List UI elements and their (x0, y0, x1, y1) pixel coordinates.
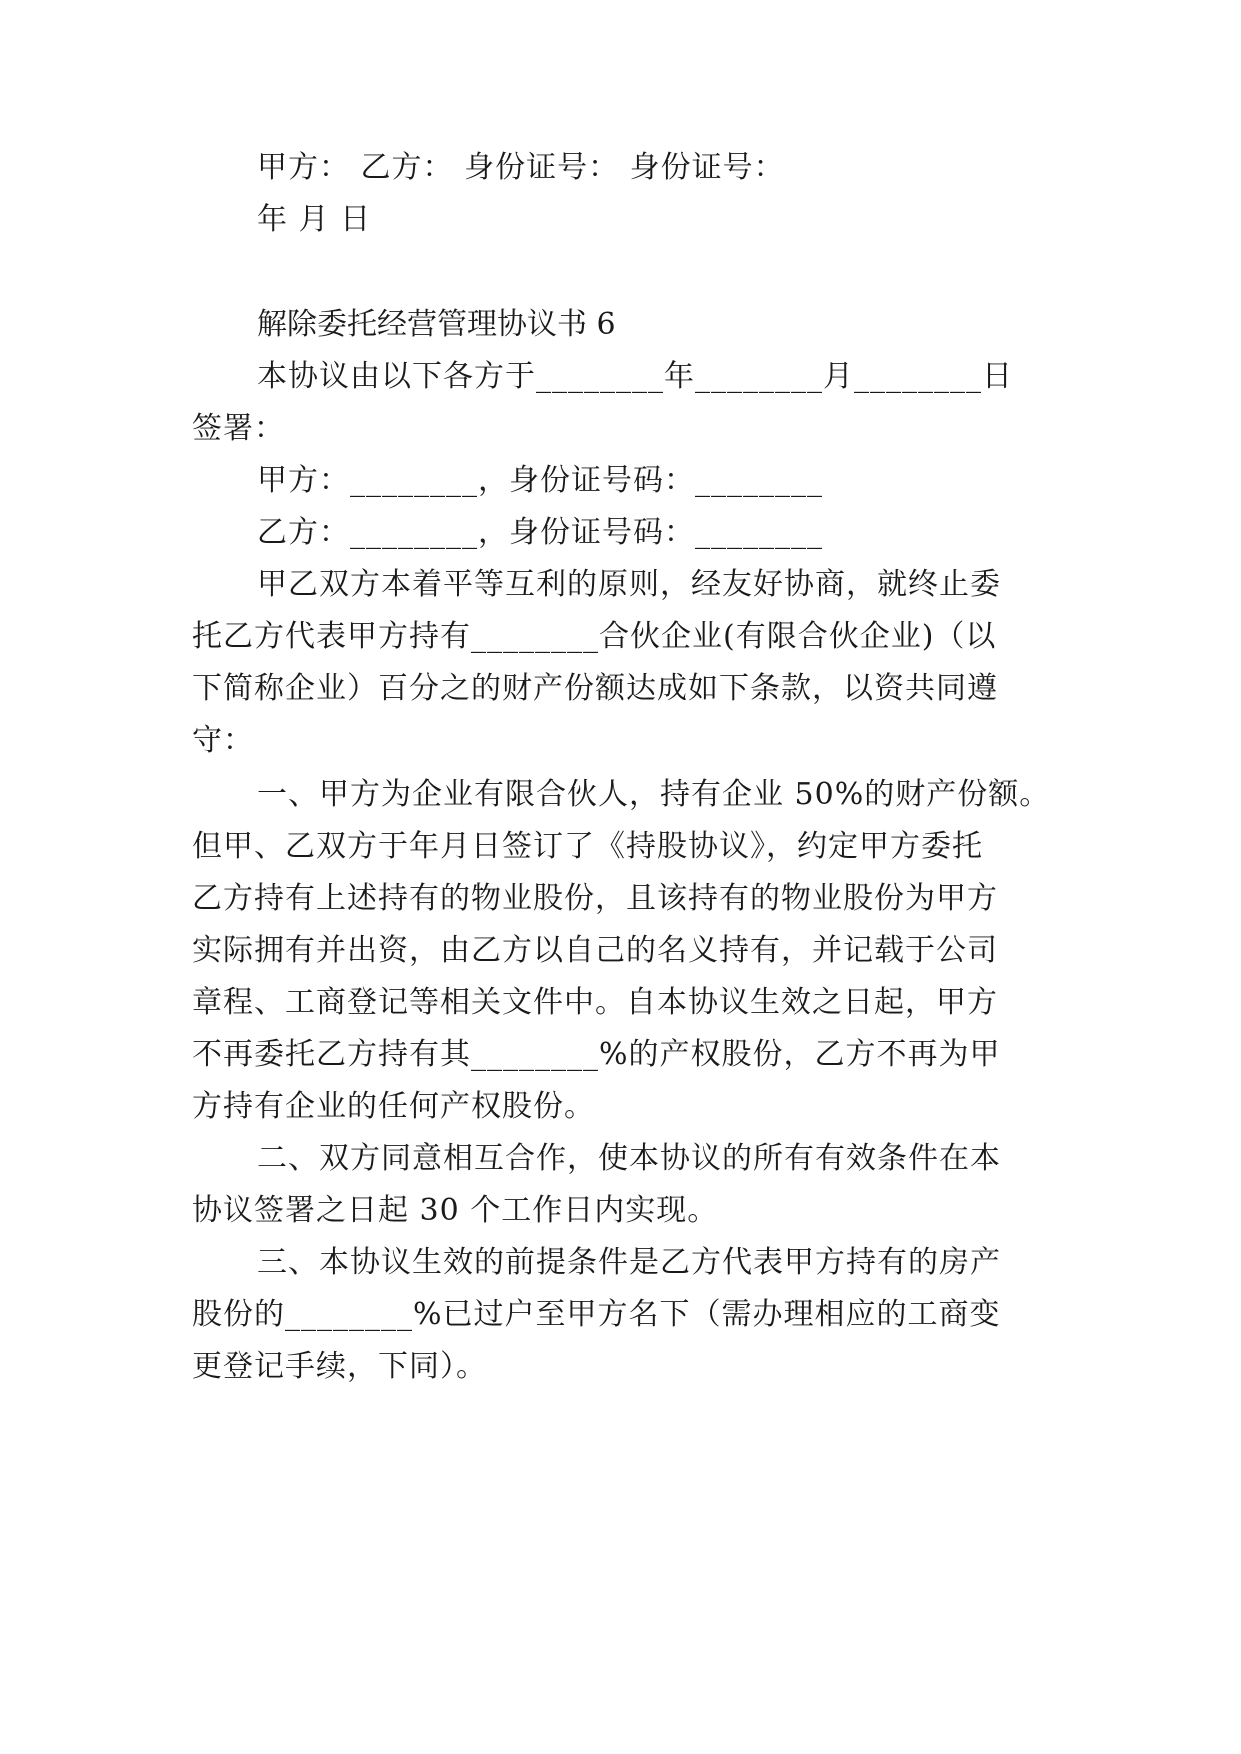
clause-1-line: 不再委托乙方持有其________%的产权股份，乙方不再为甲 (192, 1037, 1001, 1072)
section-title: 解除委托经营管理协议书 6 (257, 307, 616, 342)
party-a-line: 甲方：________，身份证号码：________ (257, 463, 823, 498)
signature-line: 甲方： 乙方： 身份证号： 身份证号： (257, 150, 785, 185)
clause-3-line: 股份的________%已过户至甲方名下（需办理相应的工商变 (192, 1297, 1001, 1332)
clause-1-line: 一、甲方为企业有限合伙人，持有企业 50%的财产份额。 (257, 777, 1051, 812)
paragraph-line: 本协议由以下各方于________年________月________日 (257, 359, 1013, 394)
clause-1-line: 实际拥有并出资，由乙方以自己的名义持有，并记载于公司 (192, 933, 998, 968)
paragraph-line: 甲乙双方本着平等互利的原则，经友好协商，就终止委 (257, 567, 1001, 602)
paragraph-line: 签署： (192, 411, 285, 446)
date-line: 年 月 日 (257, 202, 372, 237)
paragraph-line: 下简称企业）百分之的财产份额达成如下条款，以资共同遵 (192, 671, 998, 706)
clause-1-line: 乙方持有上述持有的物业股份，且该持有的物业股份为甲方 (192, 881, 998, 916)
clause-3-line: 三、本协议生效的前提条件是乙方代表甲方持有的房产 (257, 1245, 1001, 1280)
clause-1-line: 但甲、乙双方于年月日签订了《持股协议》，约定甲方委托 (192, 829, 983, 864)
paragraph-line: 托乙方代表甲方持有________合伙企业(有限合伙企业)（以 (192, 619, 997, 654)
clause-1-line: 章程、工商登记等相关文件中。自本协议生效之日起，甲方 (192, 985, 998, 1020)
clause-1-line: 方持有企业的任何产权股份。 (192, 1089, 595, 1124)
clause-2-line: 协议签署之日起 30 个工作日内实现。 (192, 1193, 719, 1228)
paragraph-line: 守： (192, 723, 254, 758)
clause-2-line: 二、双方同意相互合作，使本协议的所有有效条件在本 (257, 1141, 1001, 1176)
party-b-line: 乙方：________，身份证号码：________ (257, 515, 823, 550)
clause-3-line: 更登记手续，下同）。 (192, 1349, 487, 1384)
